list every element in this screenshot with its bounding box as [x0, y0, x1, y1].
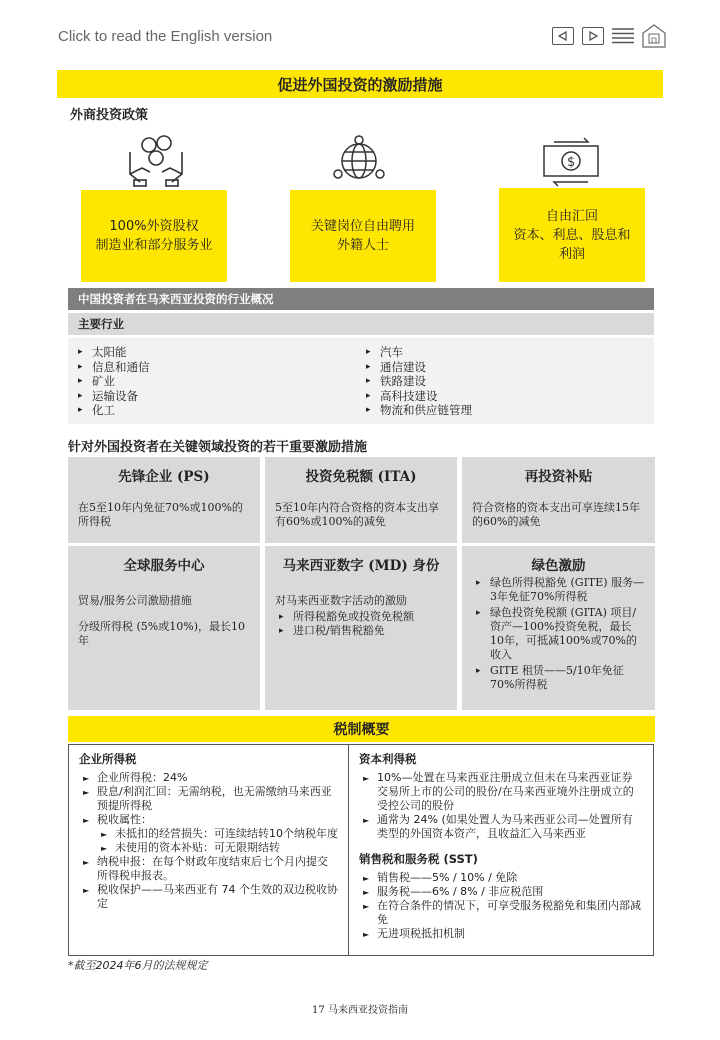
list-item: ► 无进项税抵扣机制: [359, 927, 643, 941]
page-nav: [552, 24, 666, 48]
incentive-card-md: [265, 546, 457, 710]
cgt-heading: 资本利得税: [359, 752, 417, 766]
sst-heading: 销售税和服务税 (SST): [359, 852, 478, 866]
list-item: ▸ 化工: [74, 403, 150, 418]
industry-list-right: [362, 345, 472, 418]
list-item: ▸ 运输设备: [74, 389, 150, 404]
list-item: ▸ 绿色所得税豁免 (GITE) 服务—3年免征70%所得税: [472, 576, 645, 604]
footnote: *截至2024年6月的法规规定: [68, 959, 208, 972]
list-item: ► 纳税申报：在每个财政年度结束后七个月内提交所得税申报表。: [79, 855, 338, 883]
card-text: 对马来西亚数字活动的激励: [275, 594, 407, 607]
list-item: ► 未使用的资本补贴：可无限期结转: [97, 841, 338, 855]
industry-list-left: [74, 345, 150, 418]
cgt-list: [359, 771, 643, 841]
incentives-label: 针对外国投资者在关键领域投资的若干重要激励措施: [68, 440, 368, 455]
card-title: 绿色激励: [531, 558, 586, 574]
page-title: 促进外国投资的激励措施: [57, 70, 663, 98]
card-text: 分级所得税 (5%或10%)，最长10年: [78, 620, 245, 647]
industry-list-panel: [68, 338, 654, 424]
list-item: ▸ 太阳能: [74, 345, 150, 360]
list-item: ► 销售税——5% / 10% / 免除: [359, 871, 643, 885]
list-item: ▸ 汽车: [362, 345, 472, 360]
policy-box-equity: [81, 190, 227, 282]
list-item: ▸ 所得税豁免或投资免税额: [275, 610, 447, 624]
card-text: 5至10年内符合资格的资本支出享有60%或100%的减免: [275, 501, 439, 528]
list-item: ► 10%—处置在马来西亚注册成立但未在马来西亚证券交易所上市的公司的股份/在马来西亚境外注册成立的受控公司的股份: [359, 771, 643, 813]
policy-box-line: 外籍人士: [336, 238, 389, 253]
card-title: 马来西亚数字 (MD) 身份: [282, 558, 440, 574]
incentive-card-pioneer: [68, 457, 260, 543]
next-page-icon[interactable]: [582, 27, 604, 45]
cit-sub-list: [97, 827, 338, 855]
list-item: ▸ 铁路建设: [362, 374, 472, 389]
list-item: ► 企业所得税：24%: [79, 771, 338, 785]
list-item: ▸ 高科技建设: [362, 389, 472, 404]
card-title: 全球服务中心: [123, 558, 205, 574]
list-item: ▸ 绿色投资免税额 (GITA) 项目/资产—100%投资免税，最长10年，可抵减100%或70%的收入: [472, 606, 645, 662]
list-item: ► 未抵扣的经营损失：可连续结转10个纳税年度: [97, 827, 338, 841]
list-item: ▸ 进口税/销售税豁免: [275, 624, 447, 638]
globe-people-icon: [330, 134, 388, 192]
list-item: ► 在符合条件的情况下，可享受服务税豁免和集团内部减免: [359, 899, 643, 927]
policy-label: 外商投资政策: [70, 108, 149, 123]
card-title: 再投资补贴: [524, 469, 593, 485]
tax-summary-box: [68, 744, 654, 956]
menu-icon[interactable]: [612, 27, 634, 45]
money-cycle-icon: [540, 136, 602, 194]
cit-column: [69, 745, 349, 955]
card-list: [472, 576, 645, 692]
industry-header: 中国投资者在马来西亚投资的行业概况: [68, 288, 654, 310]
incentive-card-ita: [265, 457, 457, 543]
list-item: ▸ 通信建设: [362, 360, 472, 375]
card-text: 贸易/服务公司激励措施: [78, 594, 192, 607]
list-item: ► 股息/利润汇回：无需纳税，也无需缴纳马来西亚预提所得税: [79, 785, 338, 813]
policy-box-line: 制造业和部分服务业: [95, 238, 213, 253]
list-item: ▸ 信息和通信: [74, 360, 150, 375]
english-version-link[interactable]: Click to read the English version: [58, 28, 273, 45]
policy-box-line: 关键岗位自由聘用: [310, 219, 415, 234]
list-item: ► 服务税——6% / 8% / 非应税范围: [359, 885, 643, 899]
cit-list: [79, 771, 338, 911]
policy-box-line: 资本、利息、股息和: [513, 227, 631, 243]
incentive-card-gsc: [68, 546, 260, 710]
list-item: ► 通常为 24% (如果处置人为马来西亚公司—处置所有类型的外国资本资产，且收益汇入马来西亚: [359, 813, 643, 841]
policy-box-line: 利润: [558, 246, 585, 262]
card-title: 投资免税额 (ITA): [305, 469, 417, 485]
page-footer: 17 马来西亚投资指南: [312, 1005, 408, 1016]
card-title: 先锋企业 (PS): [118, 469, 210, 485]
policy-box-line: 100%外资股权: [109, 219, 199, 234]
list-item-text: 税收属性：: [97, 813, 152, 826]
list-item: [79, 813, 338, 855]
industry-subheader: 主要行业: [68, 313, 654, 335]
home-icon[interactable]: [642, 24, 666, 48]
card-list: [275, 610, 447, 638]
list-item: ▸ 物流和供应链管理: [362, 403, 472, 418]
tax-title: 税制概要: [68, 716, 655, 742]
policy-box-line: 自由汇回: [545, 208, 598, 224]
cgt-sst-column: [349, 745, 653, 955]
incentive-card-green: [462, 546, 655, 710]
card-text: 符合资格的资本支出可享连续15年的60%的减免: [472, 501, 640, 528]
card-text: 在5至10年内免征70%或100%的所得税: [78, 501, 243, 528]
prev-page-icon[interactable]: [552, 27, 574, 45]
svg-text:$: $: [567, 155, 576, 170]
sst-list: [359, 871, 643, 941]
list-item: ▸ 矿业: [74, 374, 150, 389]
list-item: ▸ GITE 租赁——5/10年免征70%所得税: [472, 664, 645, 692]
cit-heading: 企业所得税: [79, 752, 137, 766]
list-item: ► 税收保护——马来西亚有 74 个生效的双边税收协定: [79, 883, 338, 911]
policy-box-hiring: [290, 190, 436, 282]
incentive-card-reinvestment: [462, 457, 655, 543]
policy-box-repatriation: [499, 188, 645, 282]
hands-coins-icon: [126, 134, 186, 192]
